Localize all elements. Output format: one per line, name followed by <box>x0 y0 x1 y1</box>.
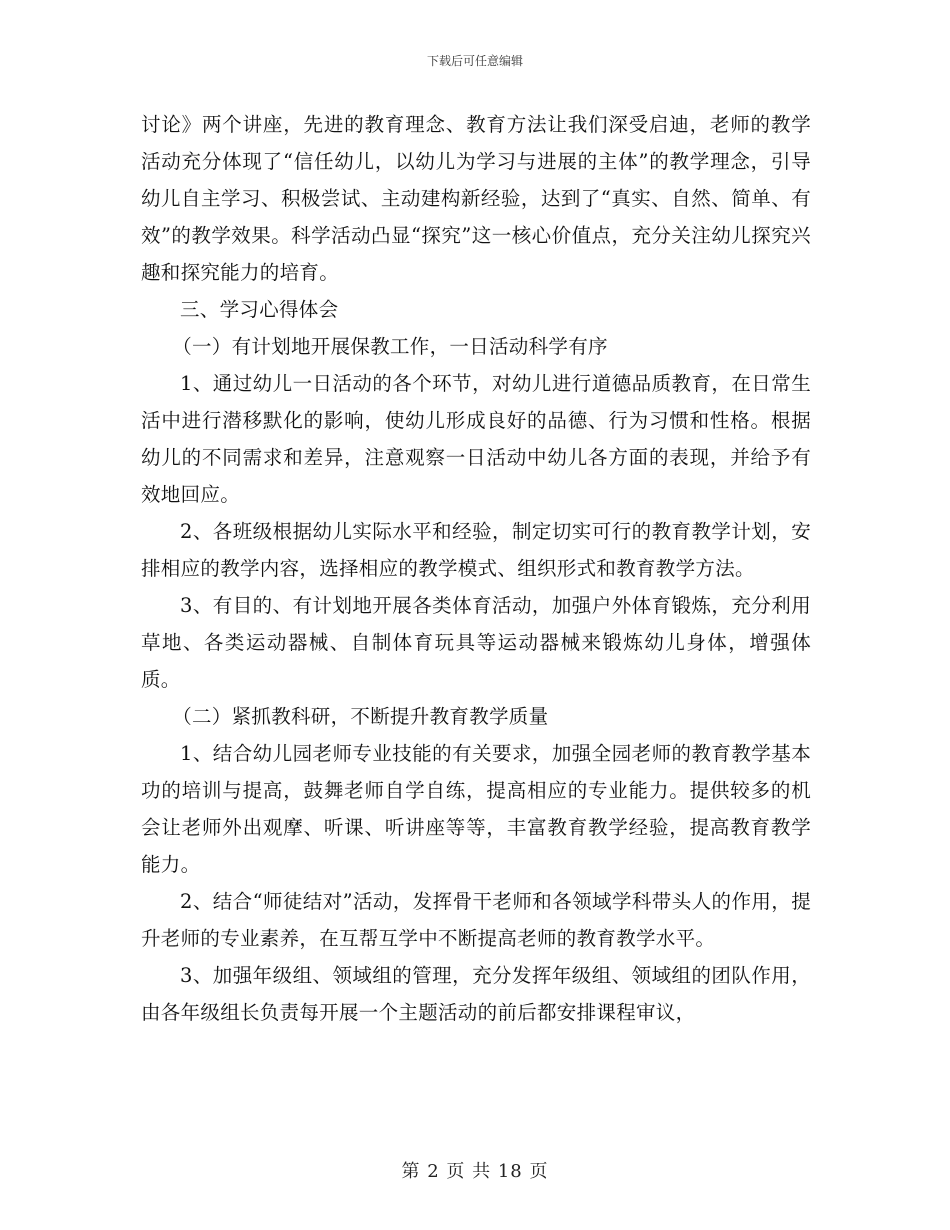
page-body <box>141 106 811 1031</box>
paragraph-item-5: 2、结合“师徒结对”活动，发挥骨干老师和各领域学科带头人的作用，提升老师的专业素养，在互帮互学中不断提高老师的教育教学水平。 <box>141 890 811 950</box>
paragraph-item-3: 3、有目的、有计划地开展各类体育活动，加强户外体育锻炼，充分利用草地、各类运动器械、自制体育玩具等运动器械来锻炼幼儿身体，增强体质。 <box>141 594 811 691</box>
page-header: 下载后可任意编辑 <box>426 54 523 68</box>
page-footer: 第 2 页 共 18 页 <box>401 1161 549 1182</box>
paragraph-continuation: 讨论》两个讲座，先进的教育理念、教育方法让我们深受启迪，老师的教学活动充分体现了“信任幼儿，以幼儿为学习与进展的主体”的教学理念，引导幼儿自主学习、积极尝试、主动建构新经验，达到了“真实、自然、简单、有效”的教学效果。科学活动凸显“探究”这一核心价值点，充分关注幼儿探究兴趣和探究能力的培育。 <box>141 113 811 284</box>
subsection-heading-1: （一）有计划地开展保教工作，一日活动科学有序 <box>172 335 608 358</box>
paragraph-item-2: 2、各班级根据幼儿实际水平和经验，制定切实可行的教育教学计划，安排相应的教学内容，选择相应的教学模式、组织形式和教育教学方法。 <box>141 520 811 580</box>
paragraph-item-6: 3、加强年级组、领域组的管理，充分发挥年级组、领域组的团队作用，由各年级组长负责每开展一个主题活动的前后都安排课程审议， <box>141 964 811 1024</box>
paragraph-item-1: 1、通过幼儿一日活动的各个环节，对幼儿进行道德品质教育，在日常生活中进行潜移默化的影响，使幼儿形成良好的品德、行为习惯和性格。根据幼儿的不同需求和差异，注意观察一日活动中幼儿各方面的表现，并给予有效地回应。 <box>141 372 811 506</box>
subsection-heading-2: （二）紧抓教科研，不断提升教育教学质量 <box>172 705 549 728</box>
section-heading-3: 三、学习心得体会 <box>180 298 339 321</box>
paragraph-item-4: 1、结合幼儿园老师专业技能的有关要求，加强全园老师的教育教学基本功的培训与提高，鼓舞老师自学自练，提高相应的专业能力。提供较多的机会让老师外出观摩、听课、听讲座等等，丰富教育教学经验，提高教育教学能力。 <box>141 742 811 876</box>
